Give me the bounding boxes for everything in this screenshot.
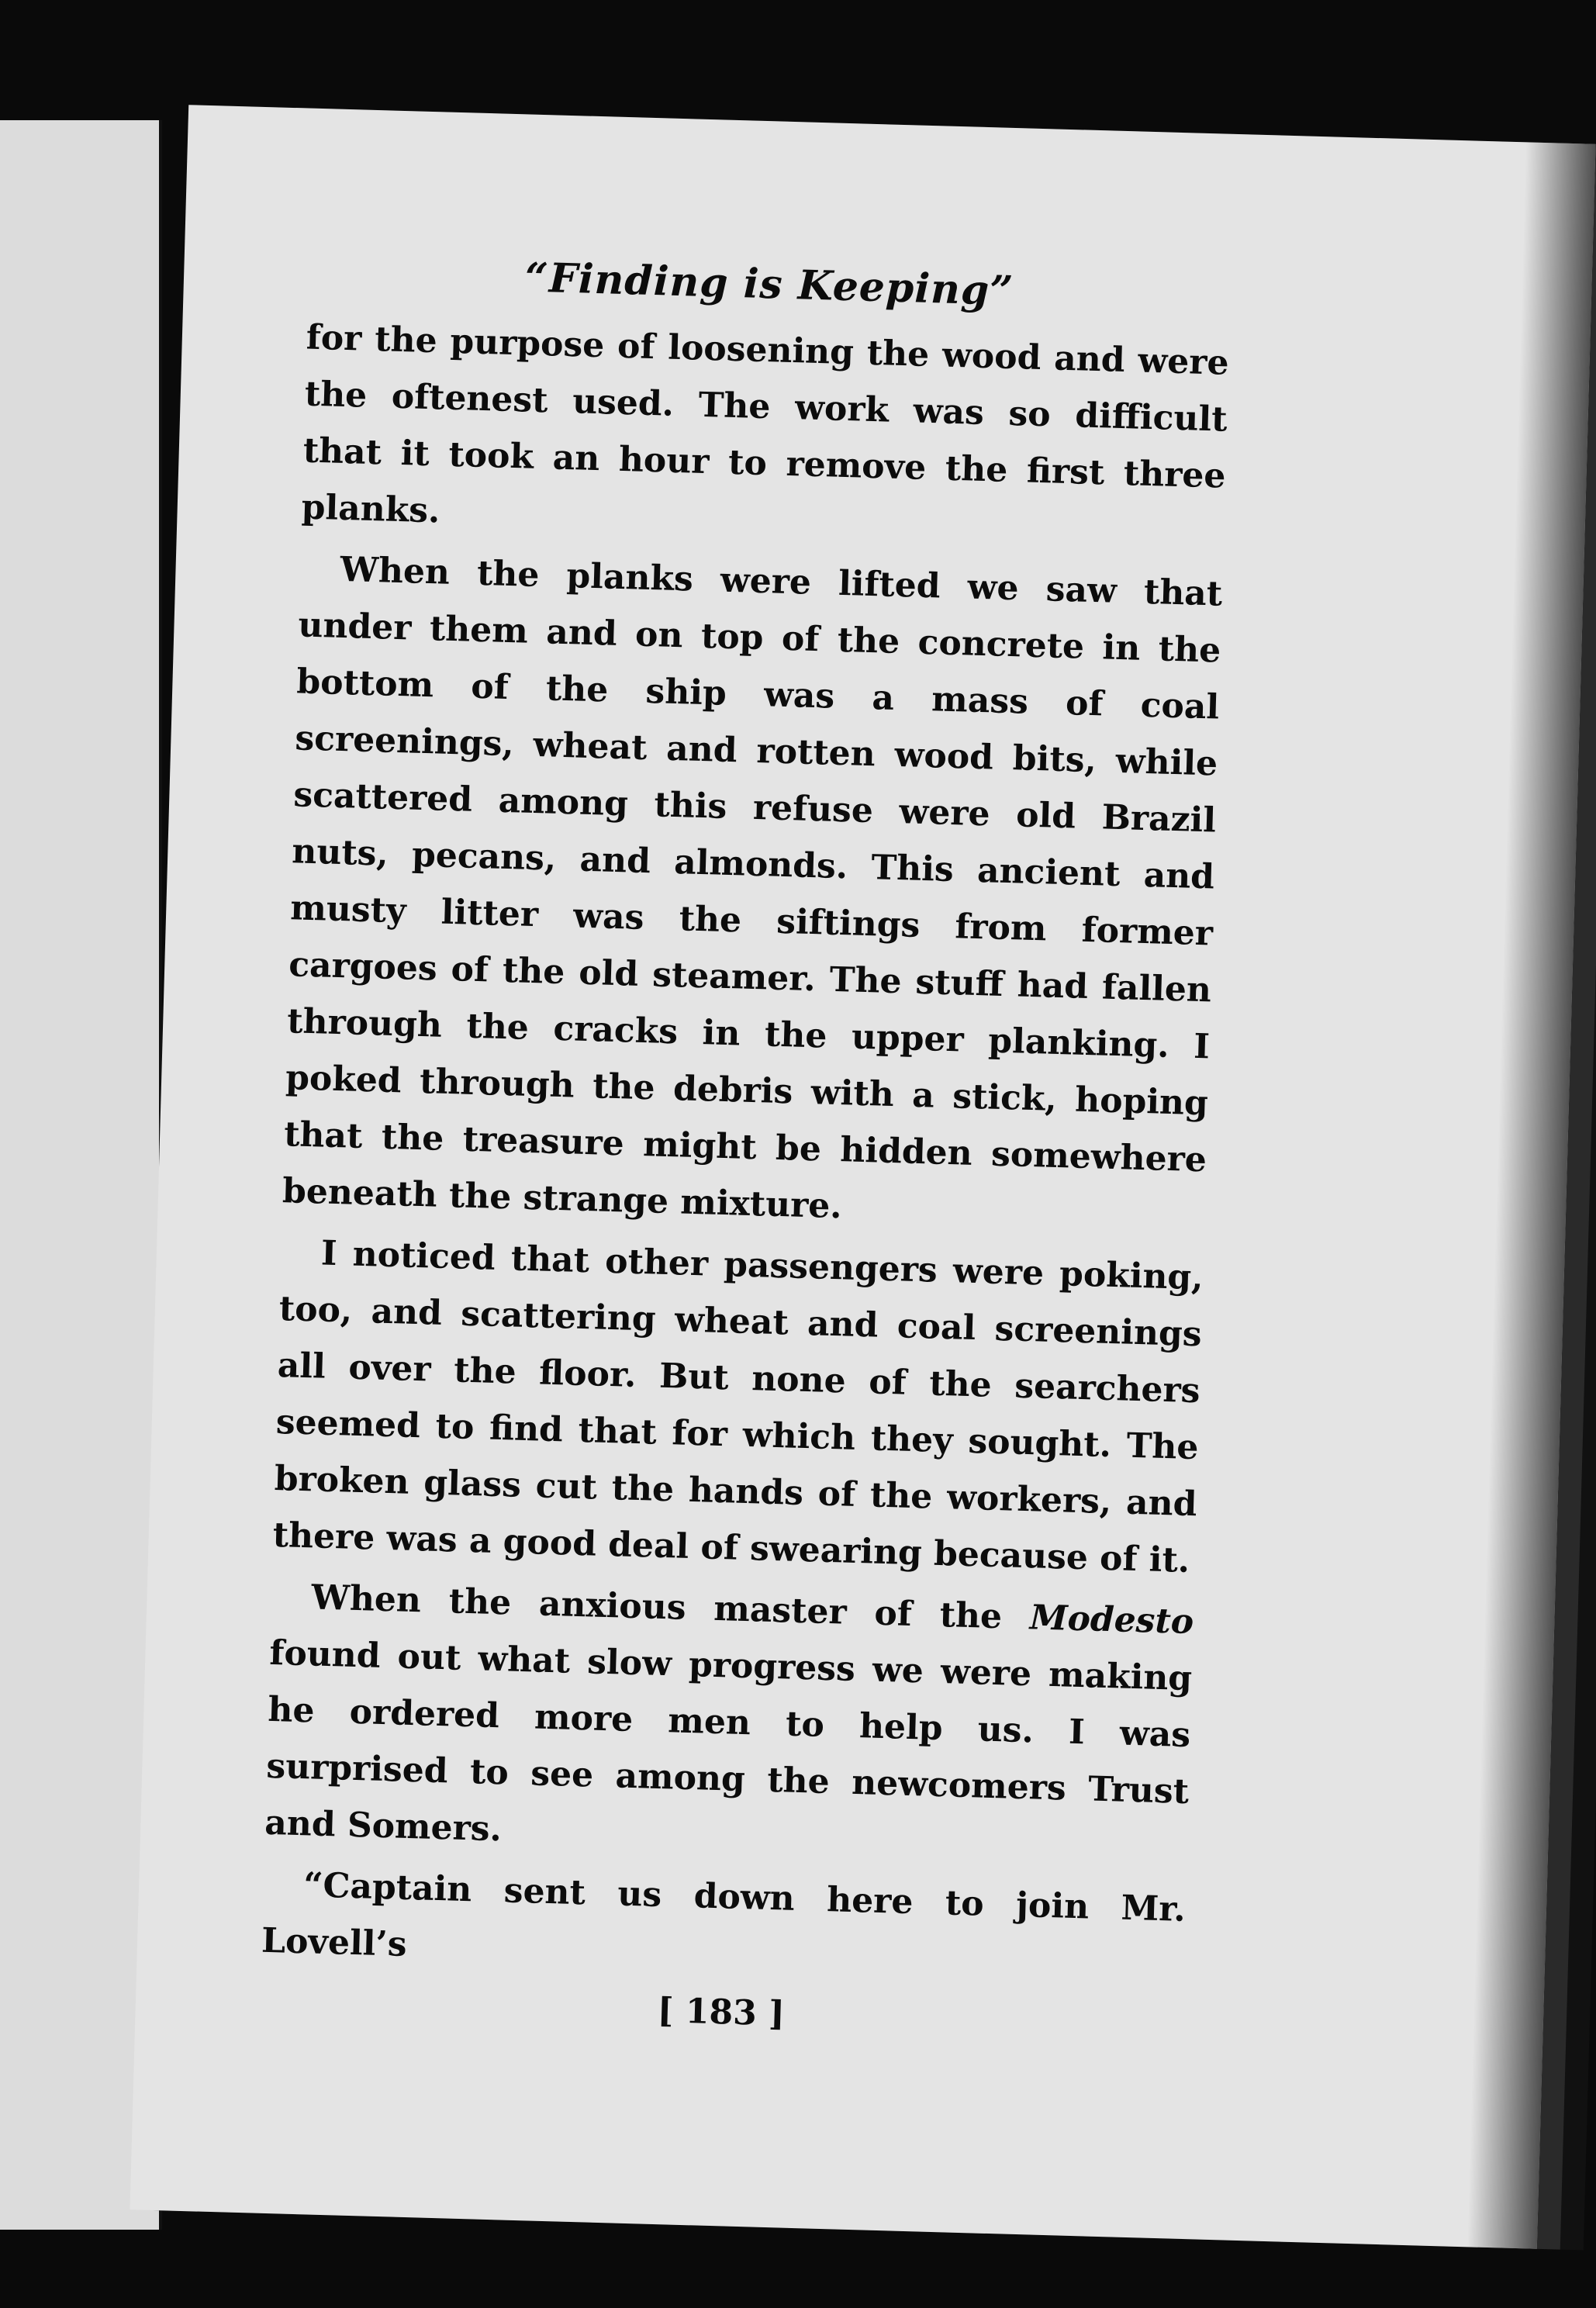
paragraph-4-after: found out what slow progress we were making he ordered more men to help us. I was surprised to see among the newcomers Trust and Somers. xyxy=(264,1633,1193,1850)
paragraph-1: for the purpose of loosening the wood and were the oftenest used. The work was so difficult that it took an hour to remove the first three planks. xyxy=(301,317,1230,531)
page-edge-shadow xyxy=(1467,142,1596,2248)
book-page xyxy=(130,105,1595,2249)
page-number: [ 183 ] xyxy=(657,1991,786,2034)
paragraph-3: I noticed that other passengers were poking, too, and scattering wheat and coal screenings all over the floor. But none of the searchers seemed to find that for which they sought. The broken glass cut the hands of the workers, and there was a good deal of swearing because of it. xyxy=(272,1233,1204,1581)
page-text-block xyxy=(259,248,1231,2045)
paragraph-5: “Captain sent us down here to join Mr. Lovell’s xyxy=(261,1865,1187,1964)
paragraph-4 xyxy=(264,1568,1194,1877)
paragraph-4-before: When the anxious master of the xyxy=(310,1577,1031,1638)
ship-name-italic: Modesto xyxy=(1029,1598,1194,1643)
running-title: “Finding is Keeping” xyxy=(524,254,1014,315)
paragraph-2: When the planks were lifted we saw that under them and on top of the concrete in the bottom of the ship was a mass of coal screenings, wheat and rotten wood bits, while scattered among this refuse were old Brazil nuts, pecans, and almonds. This ancient and musty litter was the siftings from former cargoes of the old steamer. The stuff had fallen through the cracks in the upper planking. I poked through the debris with a stick, hoping that the treasure might be hidden somewhere beneath the strange mixture. xyxy=(282,549,1223,1227)
